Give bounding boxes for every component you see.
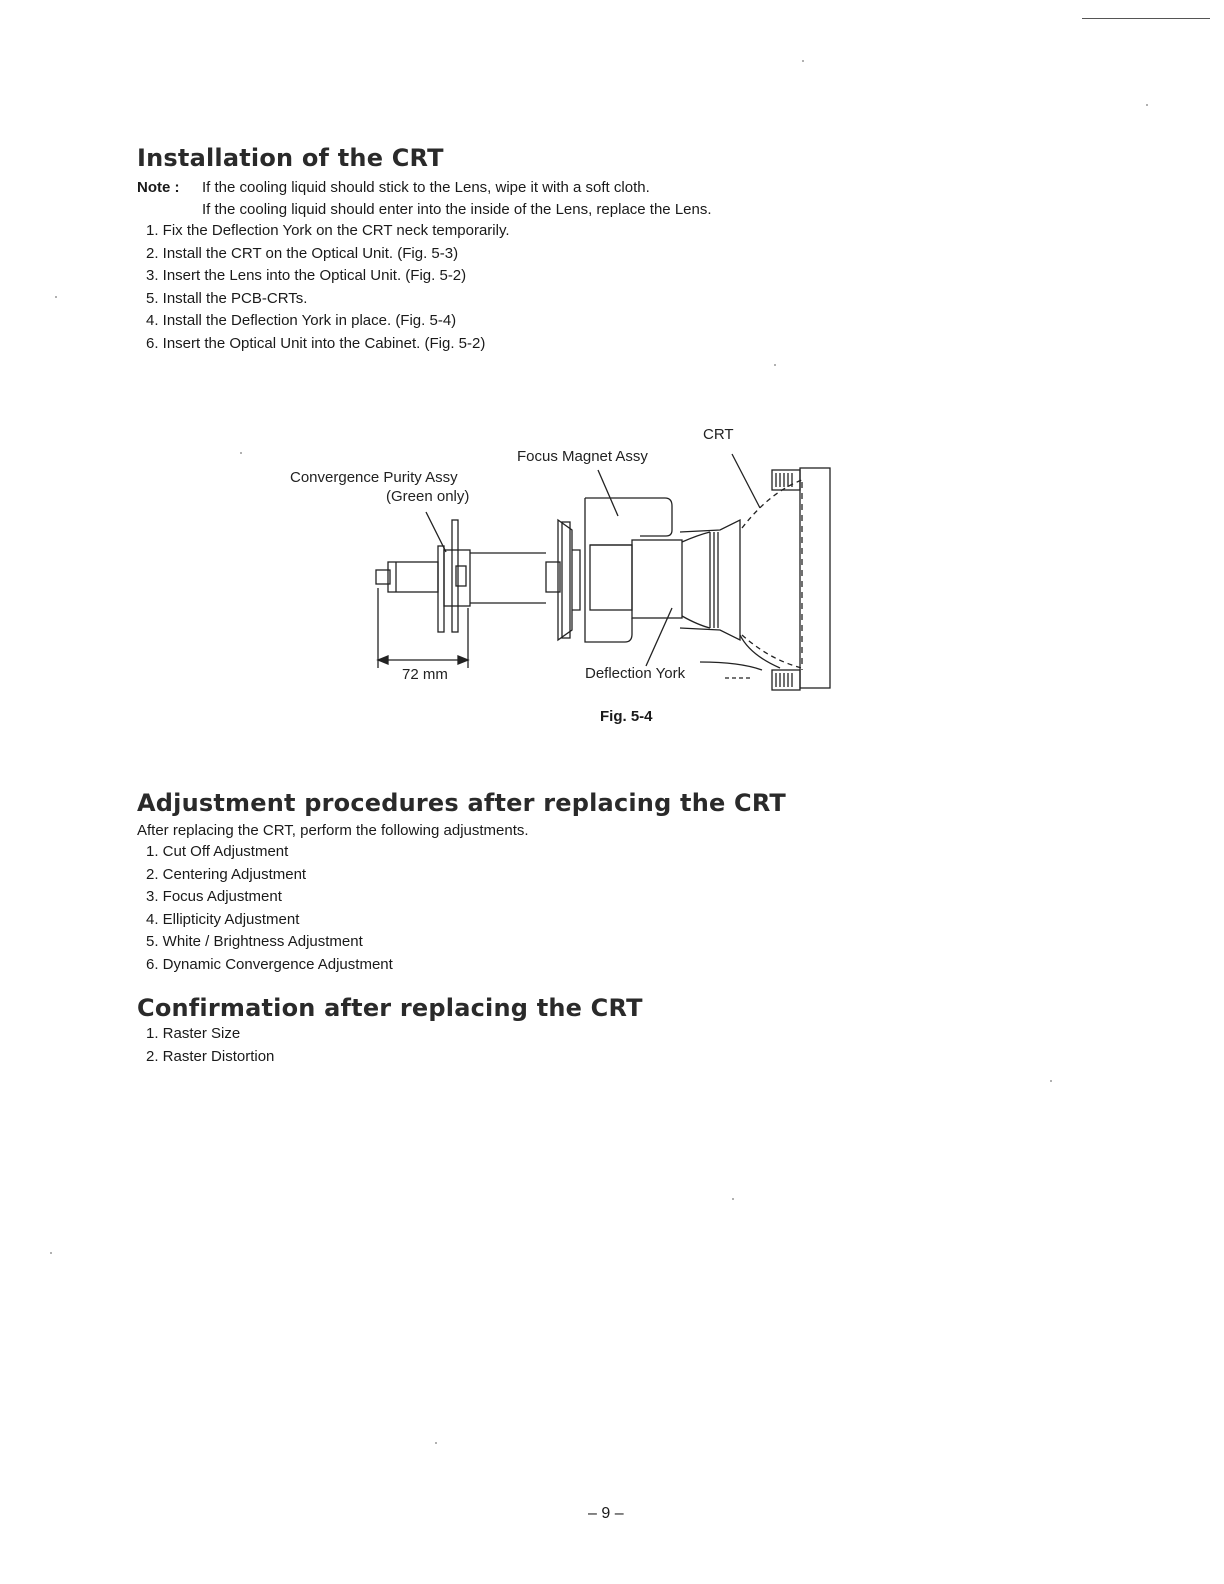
list-item: 1. Cut Off Adjustment	[146, 843, 289, 860]
note-line: If the cooling liquid should enter into the inside of the Lens, replace the Lens.	[202, 201, 712, 218]
list-item: 3. Insert the Lens into the Optical Unit. (Fig. 5-2)	[146, 267, 467, 284]
list-item: 3. Focus Adjustment	[146, 888, 282, 905]
header-rule	[1082, 18, 1210, 19]
list-item: 4. Ellipticity Adjustment	[146, 910, 300, 928]
scan-speck	[55, 296, 57, 298]
list-item: 4. Install the Deflection York in place. (Fig. 5-4)	[146, 312, 457, 329]
list-item: 6. Dynamic Convergence Adjustment	[146, 955, 393, 973]
confirmation-steps	[146, 1023, 274, 1068]
list-item: 1. Fix the Deflection York on the CRT neck temporarily.	[146, 222, 510, 239]
crt-assembly-drawing	[280, 420, 850, 740]
label-green-only: (Green only)	[386, 488, 470, 505]
label-focus-magnet: Focus Magnet Assy	[517, 448, 648, 465]
scan-speck	[802, 60, 804, 62]
label-crt: CRT	[703, 426, 734, 443]
label-dimension: 72 mm	[402, 666, 448, 683]
list-item: 5. Install the PCB-CRTs.	[146, 289, 308, 307]
scan-speck	[1146, 104, 1148, 106]
scan-speck	[240, 452, 242, 454]
adjustment-title: Adjustment procedures after replacing the CRT	[137, 789, 786, 817]
label-convergence: Convergence Purity Assy	[290, 469, 458, 486]
list-item: 6. Insert the Optical Unit into the Cabinet. (Fig. 5-2)	[146, 334, 486, 352]
list-item: 2. Raster Distortion	[146, 1047, 275, 1065]
list-item: 5. White / Brightness Adjustment	[146, 933, 363, 950]
adjustment-steps	[146, 841, 393, 976]
note-line: If the cooling liquid should stick to the Lens, wipe it with a soft cloth.	[202, 179, 650, 196]
scan-speck	[774, 364, 776, 366]
scan-speck	[435, 1442, 437, 1444]
scan-speck	[1050, 1080, 1052, 1082]
adjustment-intro: After replacing the CRT, perform the following adjustments.	[137, 822, 529, 839]
list-item: 2. Install the CRT on the Optical Unit. (Fig. 5-3)	[146, 244, 459, 262]
installation-steps	[146, 220, 510, 355]
page-number: – 9 –	[588, 1505, 624, 1522]
crt-faceplate	[800, 468, 830, 688]
note-label: Note :	[137, 179, 180, 196]
list-item: 1. Raster Size	[146, 1025, 241, 1042]
scan-speck	[732, 1198, 734, 1200]
crt-leader	[732, 454, 760, 508]
convergence-leader	[426, 512, 446, 552]
figure-caption: Fig. 5-4	[600, 708, 653, 725]
deflection-leader	[646, 608, 672, 666]
list-item: 2. Centering Adjustment	[146, 865, 307, 883]
scan-speck	[50, 1252, 52, 1254]
installation-title: Installation of the CRT	[137, 144, 444, 172]
crt-assembly-figure	[280, 420, 850, 740]
confirmation-title: Confirmation after replacing the CRT	[137, 994, 643, 1022]
focus-leader	[598, 470, 618, 516]
label-deflection-york: Deflection York	[585, 665, 686, 682]
note-lines	[202, 177, 712, 221]
